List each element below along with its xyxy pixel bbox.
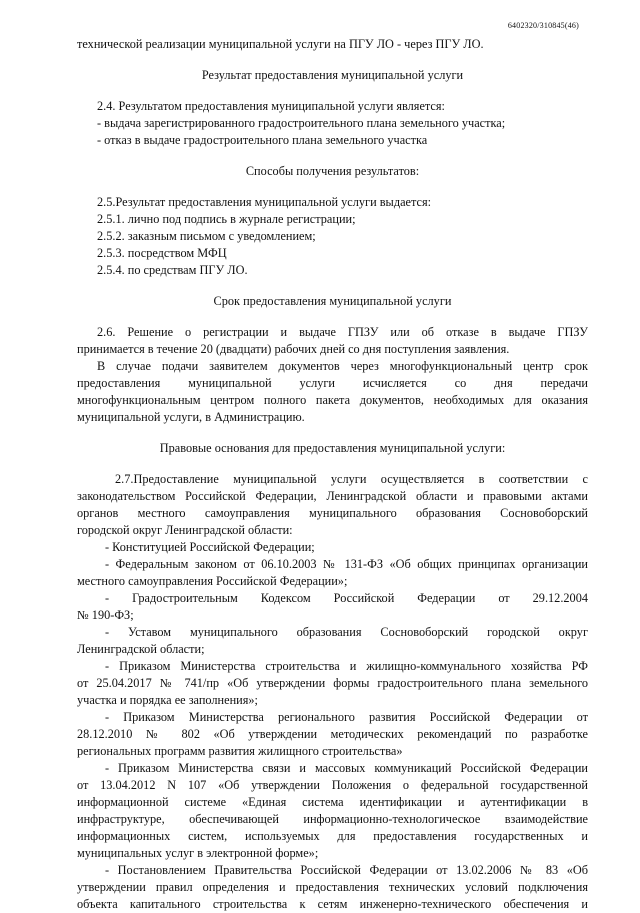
text-line: 2.5.Результат предоставления муниципальной услуги выдается: xyxy=(97,195,432,209)
text-line: В случае подачи заявителем документов через многофункциональный центр срок xyxy=(97,359,588,373)
text-line: местного самоуправления Российской Федерации»; xyxy=(77,574,348,588)
text-line: информационной системе «Единая система идентификации и аутентификации в xyxy=(77,795,588,809)
text-line: 2.7.Предоставление муниципальной услуги осуществляется в соответствии с xyxy=(115,472,588,486)
text-line: предоставления муниципальной услуги исчисляется со дня передачи xyxy=(77,376,588,390)
section-heading-result: Результат предоставления муниципальной услуги xyxy=(201,68,464,82)
text-line: информационных систем, используемых для предоставления государственных и xyxy=(77,829,588,843)
text-line: - Конституцией Российской Федерации; xyxy=(105,540,315,554)
text-line: - Федеральным законом от 06.10.2003 № 131-ФЗ «Об общих принципах организации xyxy=(105,557,588,571)
text-line: объекта капитального строительства к сетям инженерно-технического обеспечения и xyxy=(77,897,588,911)
text-line: от 25.04.2017 № 741/пр «Об утверждении формы градостроительного плана земельного xyxy=(77,676,588,690)
section-heading-legal: Правовые основания для предоставления муниципальной услуги: xyxy=(159,441,506,455)
text-line: региональных программ развития жилищного строительства» xyxy=(77,744,403,758)
text-line: законодательством Российской Федерации, Ленинградской области и правовыми актами xyxy=(77,489,588,503)
text-line: органов местного самоуправления муниципального образования Сосновоборский xyxy=(77,506,588,520)
text-line: 2.5.1. лично под подпись в журнале регистрации; xyxy=(97,212,356,226)
text-line: технической реализации муниципальной услуги на ПГУ ЛО - через ПГУ ЛО. xyxy=(77,37,484,51)
text-line: - выдача зарегистрированного градостроительного плана земельного участка; xyxy=(97,116,506,130)
section-heading-methods: Способы получения результатов: xyxy=(245,164,420,178)
text-line: 28.12.2010 № 802 «Об утверждении методических рекомендаций по разработке xyxy=(77,727,588,741)
text-line: муниципальных услуг в электронной форме»; xyxy=(77,846,319,860)
text-line: 2.5.3. посредством МФЦ xyxy=(97,246,227,260)
text-line: - Приказом Министерства строительства и жилищно-коммунального хозяйства РФ xyxy=(105,659,588,673)
document-body xyxy=(77,36,588,913)
text-line: 2.5.4. по средствам ПГУ ЛО. xyxy=(97,263,248,277)
text-line: - Уставом муниципального образования Сосновоборский городской округ xyxy=(105,625,588,639)
text-line: - отказ в выдаче градостроительного плана земельного участка xyxy=(97,133,428,147)
text-line: участка и порядка ее заполнения»; xyxy=(77,693,258,707)
text-line: от 13.04.2012 N 107 «Об утверждении Положения о федеральной государственной xyxy=(77,778,588,792)
text-line: 2.4. Результатом предоставления муниципальной услуги является: xyxy=(97,99,445,113)
text-line: утверждении правил определения и предоставления технических условий подключения xyxy=(77,880,588,894)
text-line: - Приказом Министерства связи и массовых коммуникаций Российской Федерации xyxy=(105,761,588,775)
text-line: - Градостроительным Кодексом Российской Федерации от 29.12.2004 xyxy=(105,591,588,605)
text-line: - Приказом Министерства регионального развития Российской Федерации от xyxy=(105,710,588,724)
text-line: городской округ Ленинградской области: xyxy=(77,523,293,537)
text-line: муниципальной услуги, в Администрацию. xyxy=(77,410,305,424)
text-line: № 190-ФЗ; xyxy=(77,608,134,622)
text-line: Ленинградской области; xyxy=(77,642,205,656)
text-line: - Постановлением Правительства Российской Федерации от 13.02.2006 № 83 «Об xyxy=(105,863,588,877)
text-line: принимается в течение 20 (двадцати) рабочих дней со дня поступления заявления. xyxy=(77,342,510,356)
text-line: инфраструктуре, обеспечивающей информационно-технологическое взаимодействие xyxy=(77,812,588,826)
section-heading-term: Срок предоставления муниципальной услуги xyxy=(213,294,452,308)
text-line: 2.5.2. заказным письмом с уведомлением; xyxy=(97,229,316,243)
text-line: многофункциональным центром полного пакета документов, необходимых для оказания xyxy=(77,393,588,407)
document-id: 6402320/310845(46) xyxy=(507,21,579,30)
text-line: 2.6. Решение о регистрации и выдаче ГПЗУ или об отказе в выдаче ГПЗУ xyxy=(97,325,588,339)
